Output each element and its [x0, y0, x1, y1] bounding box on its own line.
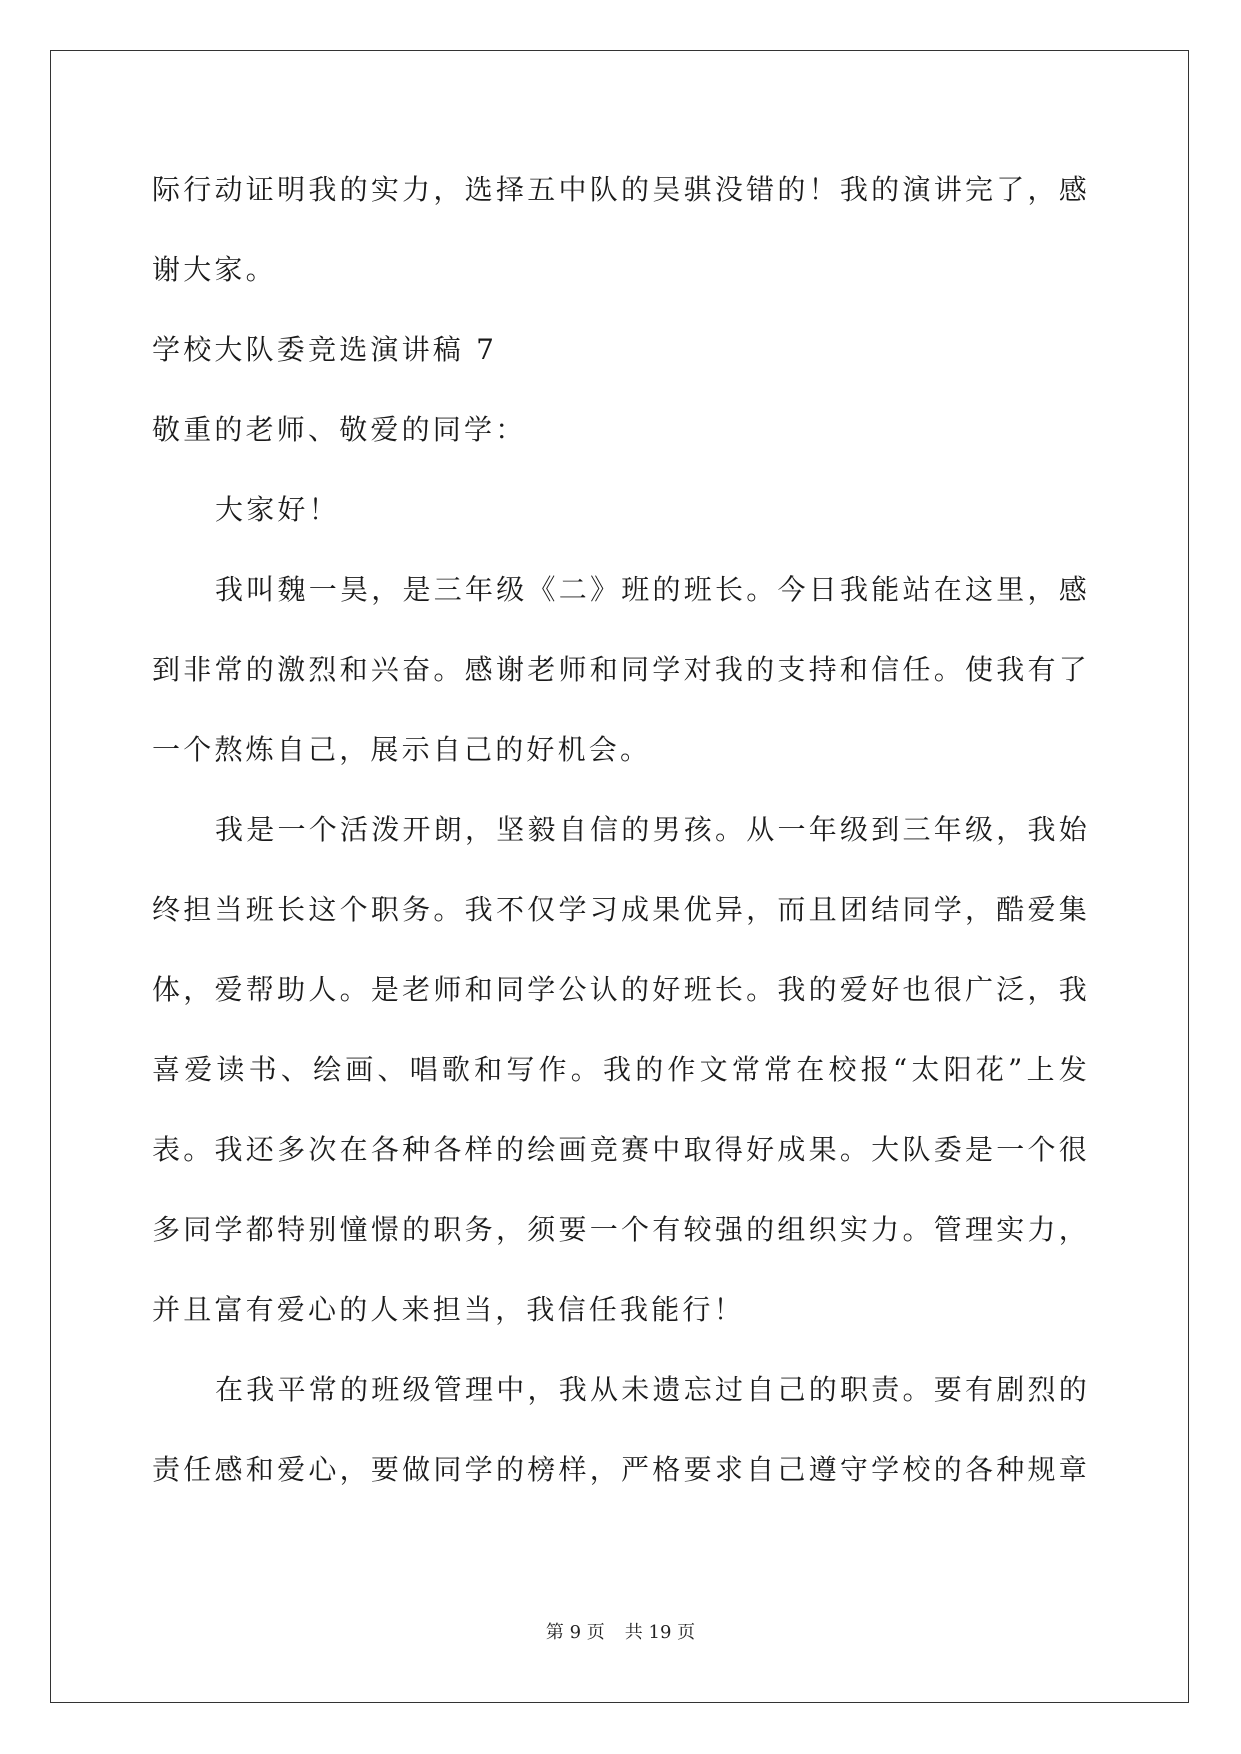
text-line: 喜爱读书、绘画、唱歌和写作。我的作文常常在校报“太阳花”上发 [152, 1053, 1090, 1086]
text-line: 到非常的激烈和兴奋。感谢老师和同学对我的支持和信任。使我有了 [152, 653, 1090, 686]
page-number: 第 9 页 [545, 1622, 605, 1643]
text-line: 际行动证明我的实力，选择五中队的吴骐没错的！我的演讲完了，感 [152, 173, 1090, 206]
text-line: 表。我还多次在各种各样的绘画竞赛中取得好成果。大队委是一个很 [152, 1133, 1090, 1166]
text-line: 体，爱帮助人。是老师和同学公认的好班长。我的爱好也很广泛，我 [152, 973, 1090, 1006]
document-body [152, 150, 1090, 1510]
text-line: 并且富有爱心的人来担当，我信任我能行！ [152, 1293, 745, 1326]
text-line: 谢大家。 [152, 253, 277, 286]
page-footer [0, 1618, 1241, 1644]
page-total: 共 19 页 [624, 1622, 696, 1643]
text-line: 一个熬炼自己，展示自己的好机会。 [152, 733, 652, 766]
text-line: 我叫魏一昊，是三年级《二》班的班长。今日我能站在这里，感 [215, 573, 1090, 606]
text-line: 在我平常的班级管理中，我从未遗忘过自己的职责。要有剧烈的 [215, 1373, 1090, 1406]
greeting: 大家好！ [215, 493, 340, 526]
text-line: 责任感和爱心，要做同学的榜样，严格要求自己遵守学校的各种规章 [152, 1453, 1090, 1486]
salutation: 敬重的老师、敬爱的同学： [152, 413, 527, 446]
text-line: 多同学都特别憧憬的职务，须要一个有较强的组织实力。管理实力， [152, 1213, 1090, 1246]
text-line: 终担当班长这个职务。我不仅学习成果优异，而且团结同学，酷爱集 [152, 893, 1090, 926]
section-title: 学校大队委竞选演讲稿 7 [152, 333, 498, 366]
text-line: 我是一个活泼开朗，坚毅自信的男孩。从一年级到三年级，我始 [215, 813, 1090, 846]
